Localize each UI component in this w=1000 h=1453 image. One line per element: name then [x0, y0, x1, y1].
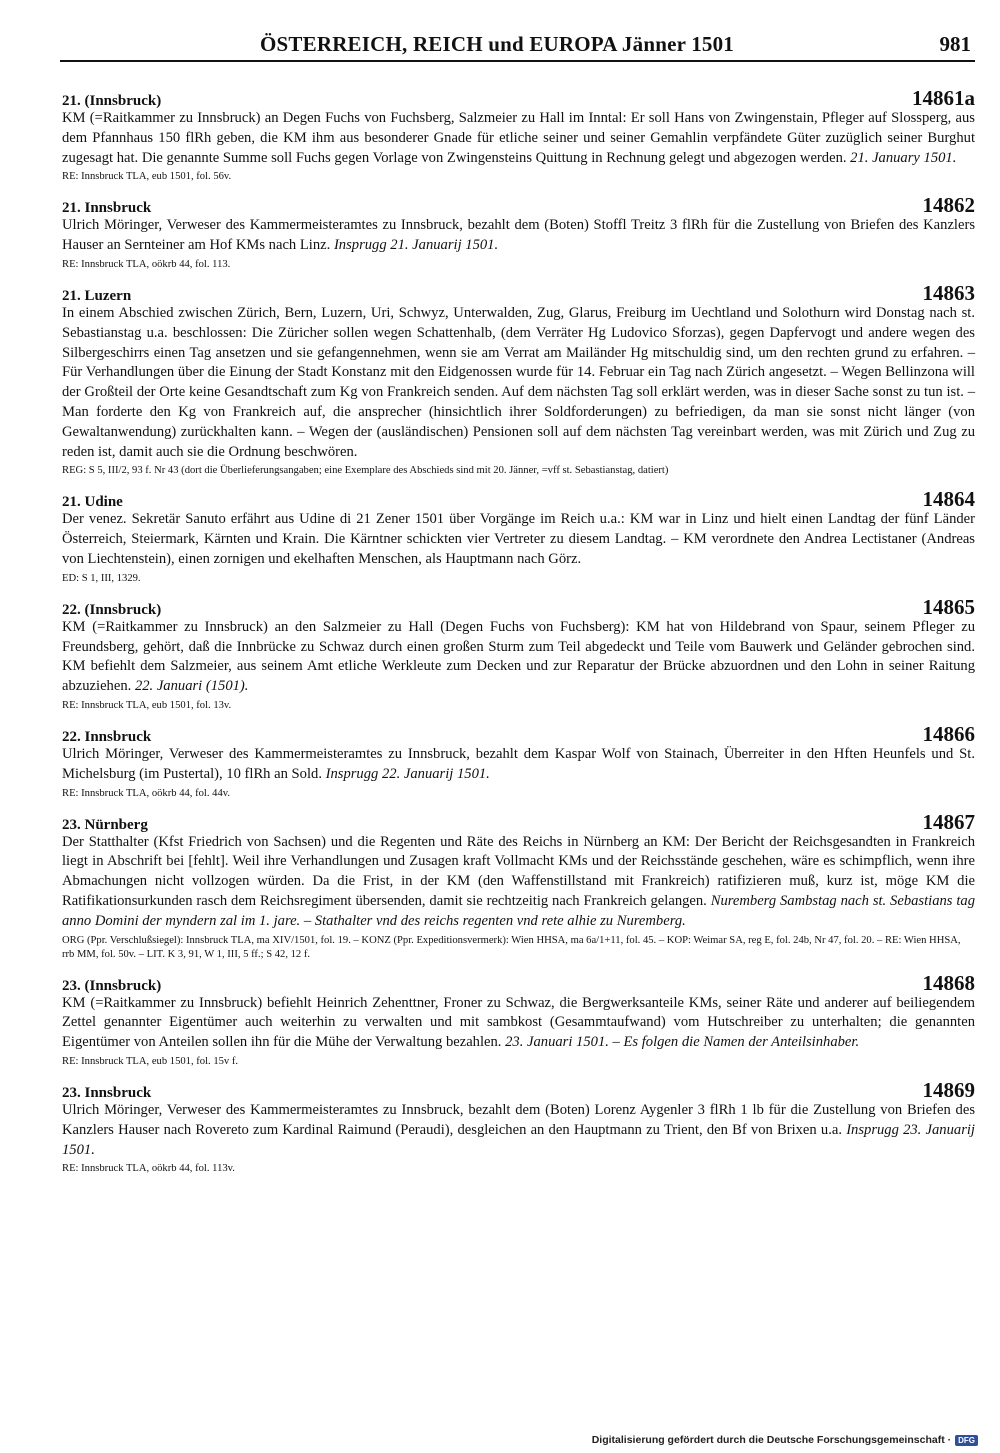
entry-source: ORG (Ppr. Verschlußsiegel): Innsbruck TLA, ma XIV/1501, fol. 19. – KONZ (Ppr. Expeditionsvermerk): Wien HHSA, ma 6a/1+11, fol. 45. – KOP: Weimar SA, reg E, fol. 24b, Nr 47, fol. 20. – RE: Wien HHSA, rrb MM, fol. 50v. – LIT. K 3, 91, W 1, III, 5 ff.; S 42, 12 f.	[62, 934, 961, 960]
entry-source: RE: Innsbruck TLA, oökrb 44, fol. 113.	[62, 258, 231, 270]
page-header	[60, 30, 975, 62]
entry-text: Ulrich Möringer, Verweser des Kammermeisteramtes zu Innsbruck, bezahlt dem Kaspar Wolf von Stainach, Überreiter in den Hften Heunfels und St. Michelsburg (im Pustertal), 10 flRh an Sold. Insprugg 22. Januarij 1501.	[62, 745, 975, 782]
entry-text: Ulrich Möringer, Verweser des Kammermeisteramtes zu Innsbruck, bezahlt dem (Boten) Lorenz Aygenler 3 flRh 1 lb für die Zustellung von Briefen des Kanzlers Hauser nach Rovereto zum Kardinal Raimund (Peraudi), desgleichen an den Hauptmann zu Trient, den Bf von Brixen u.a. Insprugg 23. Januarij 1501.	[62, 1101, 975, 1158]
entry-place: 23. Nürnberg	[62, 816, 148, 833]
entry-date: Insprugg 21. Januarij 1501.	[333, 237, 499, 254]
entry-place: 21. (Innsbruck)	[62, 93, 162, 109]
entry-date: Nuremberg Sambstag nach st. Sebastians tag anno Domini der myndern zal im 1. jare. – Stathalter vnd des reichs regenten vnd rete alhie zu Nuremberg.	[62, 892, 975, 929]
entry	[62, 86, 975, 184]
entry-place: 21. Udine	[62, 494, 123, 511]
footer-text: Digitalisierung gefördert durch die Deutsche Forschungsgemeinschaft ·	[591, 1434, 952, 1446]
entry-date: Insprugg 23. Januarij 1501.	[62, 1121, 975, 1158]
entry-date: 23. Januari 1501. – Es folgen die Namen der Anteilsinhaber.	[505, 1034, 860, 1051]
entry	[62, 595, 975, 713]
entry-source: ED: S 1, III, 1329.	[62, 572, 141, 584]
entry-source: REG: S 5, III/2, 93 f. Nr 43 (dort die Überlieferungsangaben; eine Exemplare des Abschieds sind mit 20. Jänner, =vff st. Sebastianstag, datiert)	[62, 465, 669, 477]
entry-number: 14862	[922, 193, 975, 218]
entry-place: 21. Innsbruck	[62, 200, 152, 217]
entry-text: Der Statthalter (Kfst Friedrich von Sachsen) und die Regenten und Räte des Reichs in Nürnberg an KM: Der Bericht der Reichsgesandten in Frankreich liegt in Abschrift bei [fehlt]. Weil ihre Verhandlungen und Zusagen kraft Vollmacht KMs und der Reichsstände geschehen, wäre es schimpflich, wenn ihre Abmachungen nicht vollzogen würden. Da die Frist, in der KM (den Waffenstillstand mit Frankreich) ratifizieren muß, kurz ist, möge KM die Ratifikationsurkunden rasch dem Reichsregiment übersenden, damit sie rechtzeitig nach Frankreich gelangen. Nuremberg Sambstag nach st. Sebastians tag anno Domini der myndern zal im 1. jare. – Stathalter vnd des reichs regenten vnd rete alhie zu Nuremberg.	[62, 833, 975, 929]
entry-date: 21. January 1501.	[850, 149, 957, 166]
entry-text: KM (=Raitkammer zu Innsbruck) an den Salzmeier zu Hall (Degen Fuchs von Fuchsberg): KM hat von Hildebrand von Spaur, seinem Pfleger zu Freundsberg, gehört, daß die Innbrücke zu Schwaz durch einen großen Sturm zum Teil abgedeckt und Teile vom Bauwerk und Geländer gebrochen sind. KM befiehlt dem Salzmeier, aus seinem Amt etliche Werkleute zum Decken und zur Reparatur der Brücke abzuordnen und den Lohn in seiner Raitung abzuziehen. 22. Januari (1501).	[62, 618, 975, 695]
entries-list	[62, 86, 975, 1185]
entry	[62, 487, 975, 585]
entry-place: 22. Innsbruck	[62, 728, 152, 745]
entry-number: 14867	[922, 809, 975, 834]
entry-text: Ulrich Möringer, Verweser des Kammermeisteramtes zu Innsbruck, bezahlt dem (Boten) Stoffl Treitz 3 flRh für die Zustellung von Briefen des Kanzlers Hauser an Sernteiner am Hof KMs nach Linz. Insprugg 21. Januarij 1501.	[62, 217, 975, 254]
entry-text: In einem Abschied zwischen Zürich, Bern, Luzern, Uri, Schwyz, Unterwalden, Zug, Glarus, Freiburg im Uechtland und Solothurn wird Donstag nach st. Sebastianstag u.a. beschlossen: Die Züricher sollen wegen Schattenhalb, (dem Verräter Hg Ludovico Sforzas), gegen Dapfervogt und andere wegen des Silbergeschirrs einen Tag ansetzen und sie gefangennehmen, wenn sie am Verrat am Mailänder Hg mitschuldig sind, um den rechten grund zu erfahren. – Für Verhandlungen über die Einung der Stadt Konstanz mit den Eidgenossen wurde für 14. Februar ein Tag nach Zürich angesetzt. – Wegen Bellinzona will der Großteil der Orte keine Gesandtschaft zum Kg von Frankreich senden. Auf dem nächsten Tag soll erklärt werden, was in dieser Sache sonst zu tun ist. – Man forderte den Kg von Frankreich auf, die ansprecher (hinsichtlich ihrer Soldforderungen) zu befriedigen, da man sie sonst nicht länger (von Gewaltanwendung) zurückhalten kann. – Wegen der (ausländischen) Pensionen soll auf dem nächsten Tag vereinbart werden, was mit Zürich und Zug zu reden ist, damit auch sie die Ordnung beschwören.	[62, 304, 975, 460]
entry-place: 21. Luzern	[62, 287, 132, 304]
entry-source: RE: Innsbruck TLA, oökrb 44, fol. 113v.	[62, 1163, 235, 1175]
entry	[62, 810, 975, 962]
entry-date: 22. Januari (1501).	[134, 678, 249, 695]
entry-source: RE: Innsbruck TLA, eub 1501, fol. 13v.	[62, 699, 232, 711]
entry-place: 23. Innsbruck	[62, 1084, 152, 1101]
entry-date: Insprugg 22. Januarij 1501.	[325, 765, 490, 782]
entry	[62, 971, 975, 1069]
entry-number: 14863	[922, 280, 975, 305]
entry-source: RE: Innsbruck TLA, eub 1501, fol. 56v.	[62, 171, 232, 183]
entry-number: 14866	[922, 721, 975, 746]
entry-source: RE: Innsbruck TLA, oökrb 44, fol. 44v.	[62, 787, 231, 799]
entry-number: 14868	[922, 970, 975, 995]
dfg-logo: DFG	[955, 1435, 978, 1446]
entry-source: RE: Innsbruck TLA, eub 1501, fol. 15v f.	[62, 1055, 239, 1067]
entry-number: 14869	[922, 1077, 975, 1102]
entry-number: 14865	[922, 594, 975, 619]
entry-place: 22. (Innsbruck)	[62, 601, 162, 618]
entry-number: 14861a	[912, 86, 975, 110]
digitization-footer	[592, 1434, 978, 1446]
entry-place: 23. (Innsbruck)	[62, 977, 162, 994]
entry	[62, 1078, 975, 1176]
entry-text: Der venez. Sekretär Sanuto erfährt aus Udine di 21 Zener 1501 über Vorgänge im Reich u.a.: KM war in Linz und hielt einen Landtag der fünf Länder Österreich, Steiermark, Kärnten und Krain. Die Kärntner schickten vier Vertreter zu diesem Landtag. – KM verordnete den Andrea Lectistaner (Andreas von Liechtenstein), einen zornigen und ekelhaften Menschen, als Hauptmann nach Görz.	[62, 511, 975, 567]
running-title: ÖSTERREICH, REICH und EUROPA Jänner 1501	[260, 32, 734, 56]
entry-text: KM (=Raitkammer zu Innsbruck) befiehlt Heinrich Zehenttner, Froner zu Schwaz, die Bergwerksanteile KMs, seiner Räte und anderer auf beiliegendem Zettel genannter Eigentümer auch weiterhin zu verwalten und mit sambkost (Gesammtaufwand) vom Hutschreiber zu unterhalten; die genannten Eigentümer von Anteilen sollen ihn für die Mühe der Verwaltung bezahlen. 23. Januari 1501. – Es folgen die Namen der Anteilsinhaber.	[62, 994, 975, 1051]
page-number: 981	[939, 32, 971, 56]
entry-text: KM (=Raitkammer zu Innsbruck) an Degen Fuchs von Fuchsberg, Salzmeier zu Hall im Inntal: Er soll Hans von Zwingenstain, Pfleger auf Slossperg, aus dem Pfannhaus 150 flRh geben, die KM ihm aus besonderer Gnade für etliche seiner und seiner Gemahlin verpfändete Güter zuzüglich seiner Burghut zugesagt hat. Die genannte Summe soll Fuchs gegen Vorlage von Zwingensteins Quittung in Rechnung gelegt und abgezogen werden. 21. January 1501.	[62, 110, 975, 166]
entry	[62, 193, 975, 272]
entry	[62, 281, 975, 478]
entry-number: 14864	[922, 487, 975, 512]
entry	[62, 722, 975, 801]
